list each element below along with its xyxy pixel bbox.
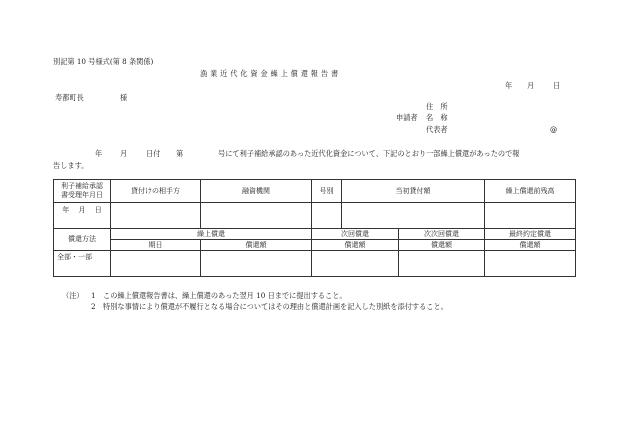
table-method-row xyxy=(54,251,576,277)
table-subheader-row xyxy=(54,240,576,251)
approval-date-header xyxy=(54,180,111,203)
borrower-header: 貸付けの相手方 xyxy=(111,180,201,203)
notes-label: （注） xyxy=(62,291,84,300)
table-header-row xyxy=(54,180,576,203)
number-header: 号別 xyxy=(312,180,342,203)
repayment-table xyxy=(53,179,576,277)
approval-header-line-2: 書受理年月日 xyxy=(61,191,103,199)
date-year-label: 年 xyxy=(505,81,513,90)
after-next-amount-cell xyxy=(399,251,485,277)
institution-header: 融資機関 xyxy=(201,180,312,203)
borrower-cell xyxy=(111,203,201,229)
applicant-label: 申請者 xyxy=(396,113,418,122)
number-cell xyxy=(312,203,342,229)
approval-date-cell: 年 月 日 xyxy=(54,203,111,229)
balance-cell xyxy=(485,203,576,229)
institution-cell xyxy=(201,203,312,229)
after-next-repayment-header: 次次回償還 xyxy=(399,229,485,240)
next-amount-cell xyxy=(312,251,399,277)
final-repayment-header: 最終約定償還 xyxy=(485,229,576,240)
next-amount-header: 償還額 xyxy=(312,240,399,251)
representative-label: 代表者 xyxy=(426,125,448,134)
early-amount-cell xyxy=(201,251,312,277)
table-entry-row xyxy=(54,203,576,229)
approval-header-line-1: 利子補給承認 xyxy=(61,181,103,190)
period-date-header: 期日 xyxy=(111,240,201,251)
next-repayment-header: 次回償還 xyxy=(312,229,399,240)
final-amount-header: 償還額 xyxy=(485,240,576,251)
ref-month: 月 xyxy=(120,149,128,158)
ref-no: 第 xyxy=(176,149,184,158)
ref-day: 日付 xyxy=(146,149,161,158)
initial-loan-header: 当初貸付額 xyxy=(342,180,485,203)
name-label: 名 称 xyxy=(426,113,448,122)
period-date-cell xyxy=(111,251,201,277)
addressee-honorific: 様 xyxy=(120,93,128,102)
balance-header: 繰上償還前残高 xyxy=(485,180,576,203)
date-day-label: 日 xyxy=(553,81,561,90)
early-repayment-header: 繰上償還 xyxy=(111,229,312,240)
note-2-number: 2 xyxy=(91,302,96,311)
addressee: 寿都町長 xyxy=(55,93,84,102)
ref-year: 年 xyxy=(95,149,103,158)
date-month-label: 月 xyxy=(527,81,535,90)
document-title: 漁 業 近 代 化 資 金 繰 上 償 還 報 告 書 xyxy=(200,69,339,78)
table-section-row xyxy=(54,229,576,240)
final-amount-cell xyxy=(485,251,576,277)
method-header: 償還方法 xyxy=(54,229,111,251)
seal-mark: @ xyxy=(550,125,558,134)
note-2-text: 特別な事情により償還が不履行となる場合についてはその理由と償還計画を記入した別紙を添付すること。 xyxy=(103,302,448,311)
form-number: 別記第 10 号様式(第 8 条関係) xyxy=(53,57,154,66)
early-amount-header: 償還額 xyxy=(201,240,312,251)
note-1-text: この繰上償還報告書は、繰上償還のあった翌月 10 日までに提出すること。 xyxy=(103,291,347,300)
full-partial-cell: 全部・一部 xyxy=(54,251,111,277)
body-line-2: 告します。 xyxy=(53,161,89,170)
initial-loan-cell xyxy=(342,203,485,229)
body-line-1: 号にて利子補給承認のあった近代化資金について、下記のとおり一部繰上償還があったので報 xyxy=(218,149,520,158)
after-next-amount-header: 償還額 xyxy=(399,240,485,251)
address-label: 住 所 xyxy=(426,102,448,111)
note-1-number: 1 xyxy=(91,291,96,300)
